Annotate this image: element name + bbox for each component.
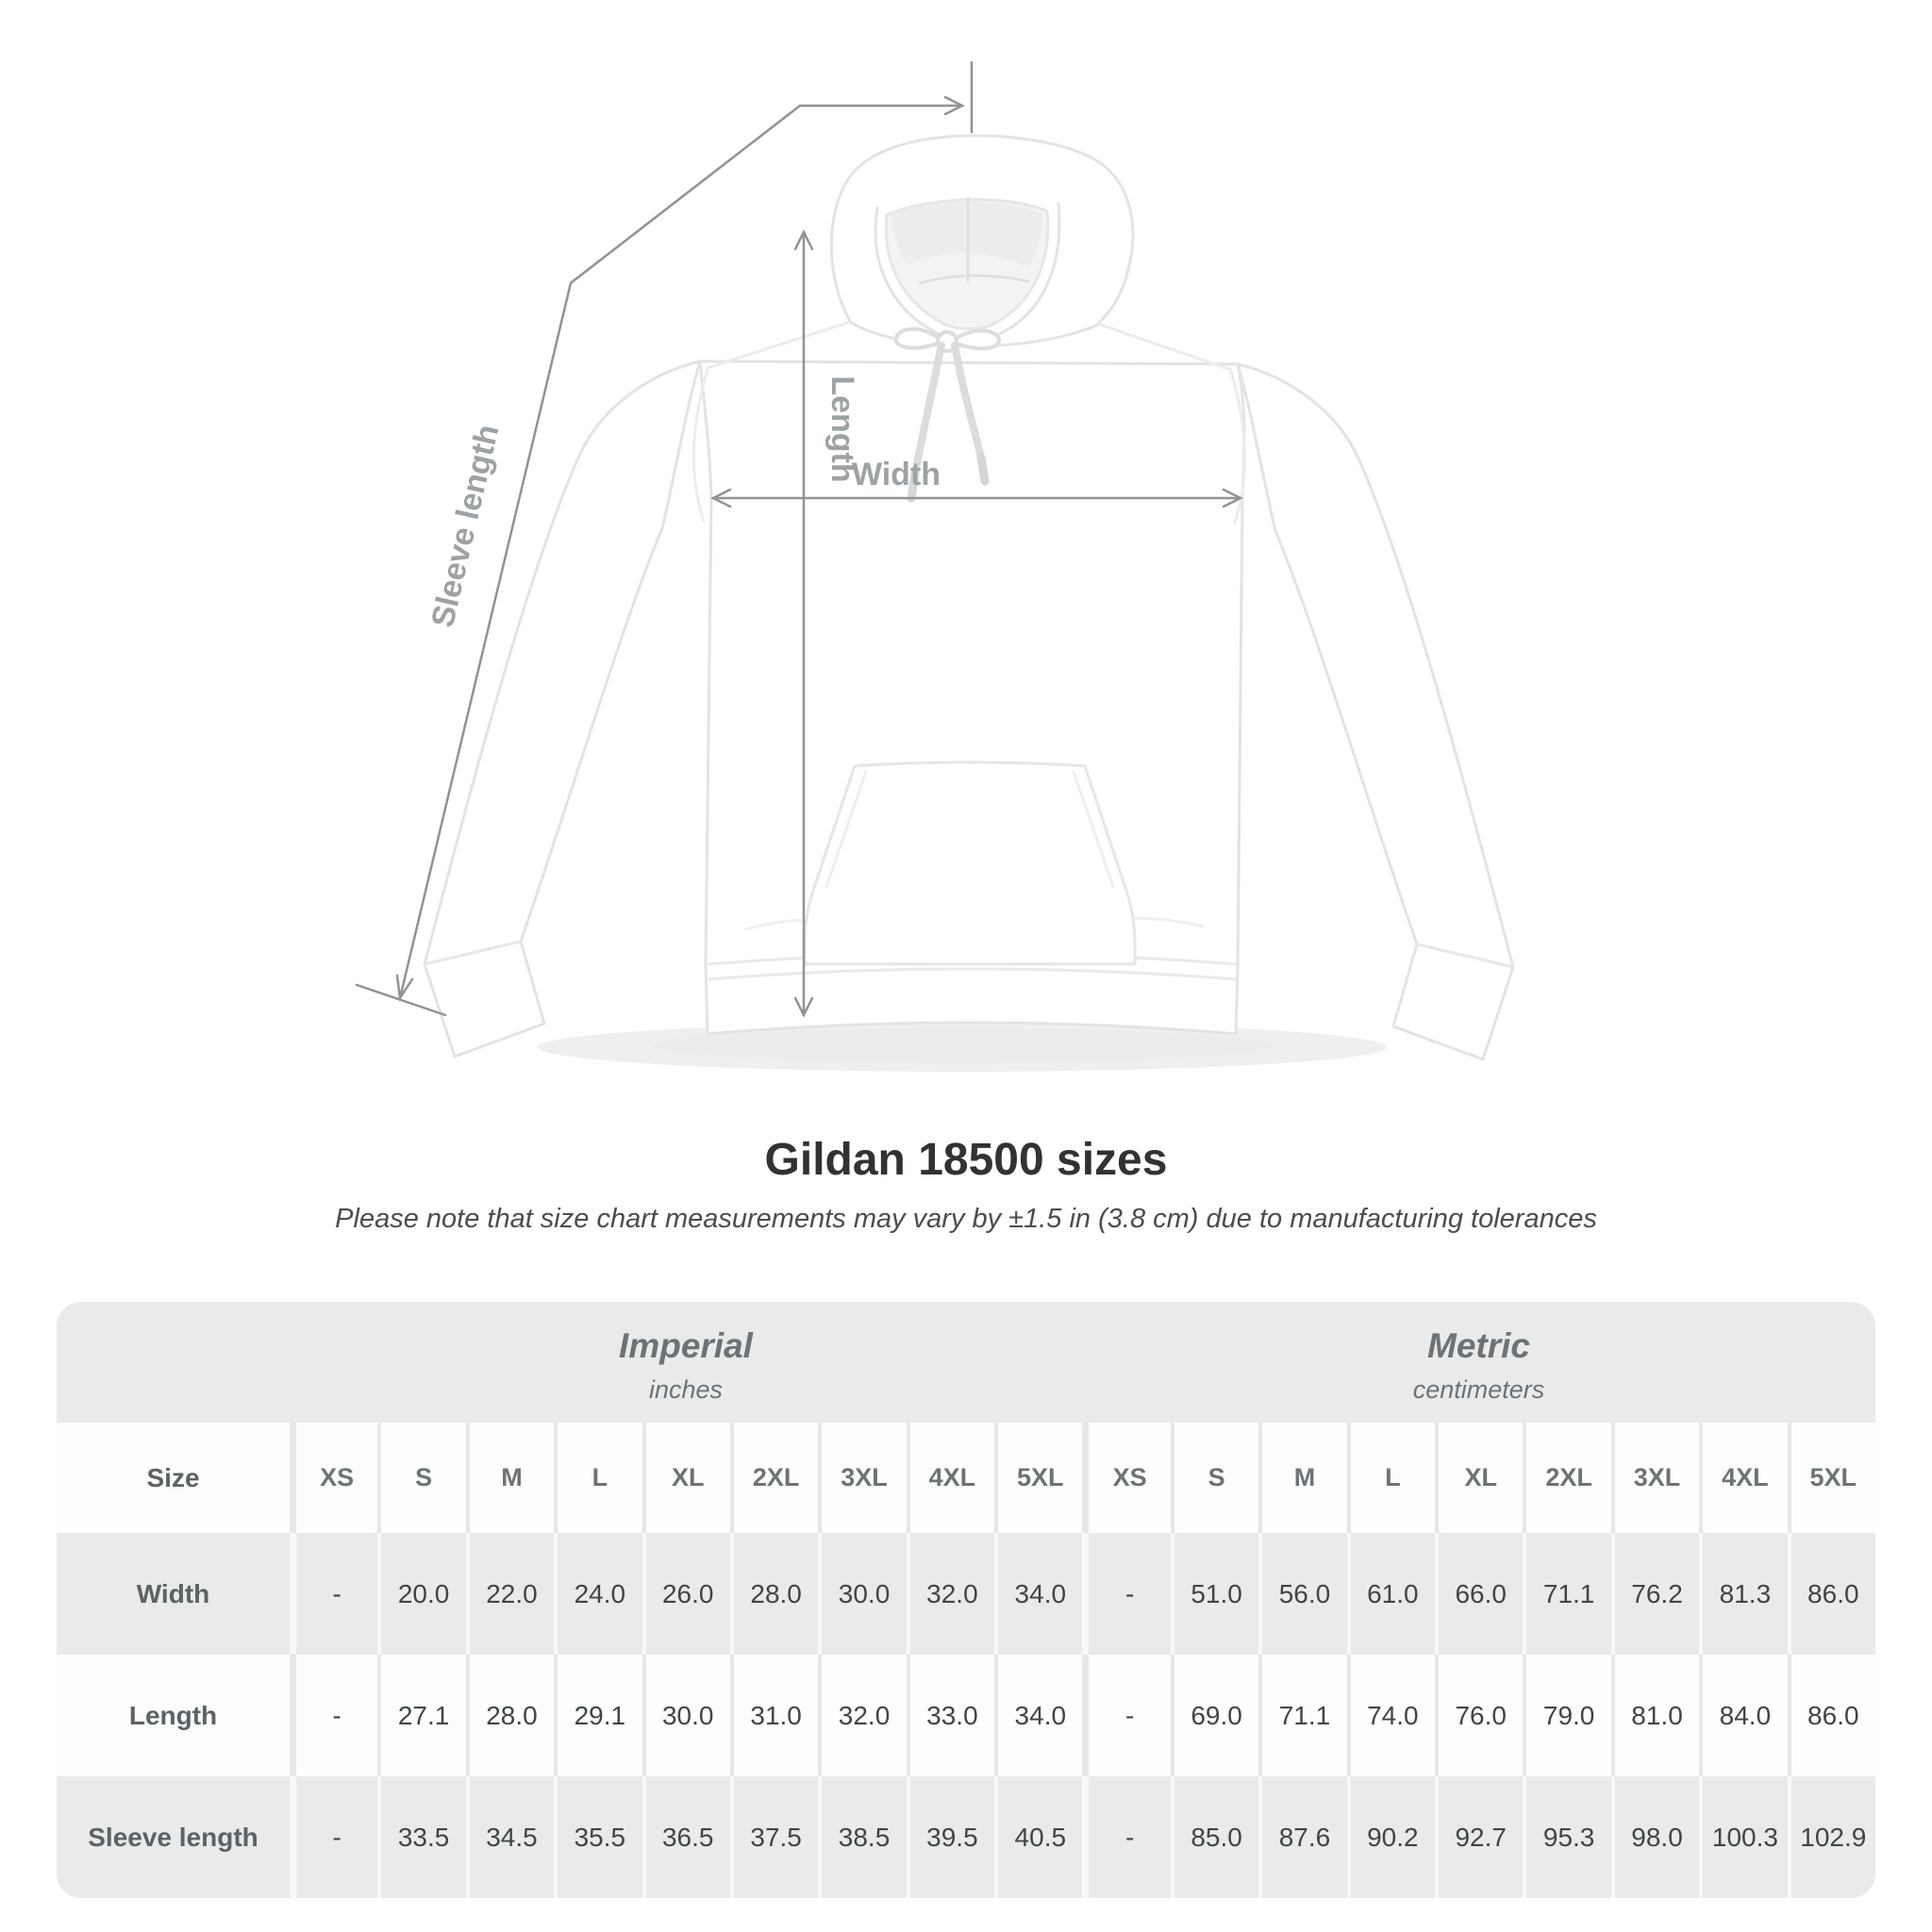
table-cell: - <box>290 1776 377 1898</box>
hoodie-right-sleeve <box>1238 364 1513 1059</box>
table-cell: 84.0 <box>1699 1655 1787 1776</box>
table-cell: 28.0 <box>466 1655 554 1776</box>
table-cell: 29.1 <box>554 1655 641 1776</box>
table-cell: 86.0 <box>1788 1655 1875 1776</box>
table-cell: 30.0 <box>642 1655 730 1776</box>
table-cell: 56.0 <box>1258 1533 1346 1655</box>
table-cell: 33.0 <box>907 1655 994 1776</box>
table-cell: 24.0 <box>554 1533 641 1655</box>
table-cell: 81.3 <box>1699 1533 1787 1655</box>
table-cell: 30.0 <box>818 1533 906 1655</box>
group-header-imperial <box>290 1321 1082 1405</box>
table-cell: 22.0 <box>466 1533 554 1655</box>
table-cell: 31.0 <box>730 1655 818 1776</box>
size-table <box>57 1302 1875 1898</box>
table-cell: 86.0 <box>1788 1533 1875 1655</box>
table-cell: - <box>290 1533 377 1655</box>
table-cell: 51.0 <box>1171 1533 1258 1655</box>
column-header: L <box>1347 1423 1435 1533</box>
table-cell: 87.6 <box>1258 1776 1346 1898</box>
column-header: XL <box>642 1423 730 1533</box>
width-label: Width <box>851 457 941 492</box>
group-header-metric <box>1082 1321 1875 1405</box>
table-cell: 28.0 <box>730 1533 818 1655</box>
table-cell: 100.3 <box>1699 1776 1787 1898</box>
column-header: M <box>1258 1423 1346 1533</box>
column-header: M <box>466 1423 554 1533</box>
table-cell: 38.5 <box>818 1776 906 1898</box>
table-cell: 76.2 <box>1611 1533 1699 1655</box>
column-header: XS <box>290 1423 377 1533</box>
imperial-label: Imperial <box>619 1325 753 1365</box>
sleeve-length-label: Sleeve length <box>425 421 507 631</box>
table-cell: 81.0 <box>1611 1655 1699 1776</box>
table-cell: - <box>1082 1655 1170 1776</box>
table-cell: 102.9 <box>1788 1776 1875 1898</box>
row-label-length: Length <box>128 1700 218 1730</box>
table-cell: 79.0 <box>1523 1655 1610 1776</box>
metric-units: centimeters <box>1412 1374 1545 1404</box>
column-header: L <box>554 1423 641 1533</box>
table-cell: 69.0 <box>1171 1655 1258 1776</box>
garment-shadow-inner <box>651 1028 1274 1062</box>
table-cell: 37.5 <box>730 1776 818 1898</box>
column-header: 2XL <box>730 1423 818 1533</box>
table-cell: 61.0 <box>1347 1533 1435 1655</box>
table-cell: 85.0 <box>1171 1776 1258 1898</box>
table-cell: 71.1 <box>1258 1655 1346 1776</box>
table-cell: 34.0 <box>994 1533 1082 1655</box>
table-cell: 36.5 <box>642 1776 730 1898</box>
column-header: 4XL <box>907 1423 994 1533</box>
row-label-width: Width <box>136 1578 210 1608</box>
column-header: S <box>377 1423 465 1533</box>
page-subtitle: Please note that size chart measurements may vary by ±1.5 in (3.8 cm) due to manufacturing tolerances <box>335 1204 1597 1234</box>
table-cell: 74.0 <box>1347 1655 1435 1776</box>
column-header: XS <box>1082 1423 1170 1533</box>
table-cell: - <box>1082 1533 1170 1655</box>
table-row-sleeve-length <box>57 1776 1875 1898</box>
kangaroo-pocket <box>805 762 1135 964</box>
table-cell: 76.0 <box>1435 1655 1523 1776</box>
size-header: Size <box>146 1462 200 1492</box>
table-cell: 66.0 <box>1435 1533 1523 1655</box>
column-header: 2XL <box>1523 1423 1610 1533</box>
table-cell: 35.5 <box>554 1776 641 1898</box>
column-header: 3XL <box>818 1423 906 1533</box>
table-column-headers <box>57 1423 1875 1533</box>
imperial-units: inches <box>648 1374 724 1404</box>
table-cell: 33.5 <box>377 1776 465 1898</box>
row-label-sleeve-length: Sleeve length <box>88 1822 258 1852</box>
table-cell: 27.1 <box>377 1655 465 1776</box>
table-cell: 20.0 <box>377 1533 465 1655</box>
column-header: 3XL <box>1611 1423 1699 1533</box>
table-cell: 26.0 <box>642 1533 730 1655</box>
table-cell: 32.0 <box>818 1655 906 1776</box>
table-cell: 40.5 <box>994 1776 1082 1898</box>
metric-label: Metric <box>1427 1325 1530 1365</box>
table-group-header-band <box>57 1302 1875 1423</box>
table-cell: 34.5 <box>466 1776 554 1898</box>
page-title: Gildan 18500 sizes <box>764 1135 1168 1185</box>
table-cell: 90.2 <box>1347 1776 1435 1898</box>
table-cell: 95.3 <box>1523 1776 1610 1898</box>
length-label: Length <box>824 375 860 483</box>
table-cell: 92.7 <box>1435 1776 1523 1898</box>
table-row-length <box>57 1655 1875 1776</box>
table-cell: 34.0 <box>994 1655 1082 1776</box>
column-header: XL <box>1435 1423 1523 1533</box>
table-cell: 32.0 <box>907 1533 994 1655</box>
column-header: S <box>1171 1423 1258 1533</box>
column-header: 5XL <box>1788 1423 1875 1533</box>
table-cell: - <box>290 1655 377 1776</box>
table-cell: 39.5 <box>907 1776 994 1898</box>
table-cell: 98.0 <box>1611 1776 1699 1898</box>
column-header: 4XL <box>1699 1423 1787 1533</box>
table-row-width <box>57 1533 1875 1655</box>
table-cell: - <box>1082 1776 1170 1898</box>
table-cell: 71.1 <box>1523 1533 1610 1655</box>
column-header: 5XL <box>994 1423 1082 1533</box>
